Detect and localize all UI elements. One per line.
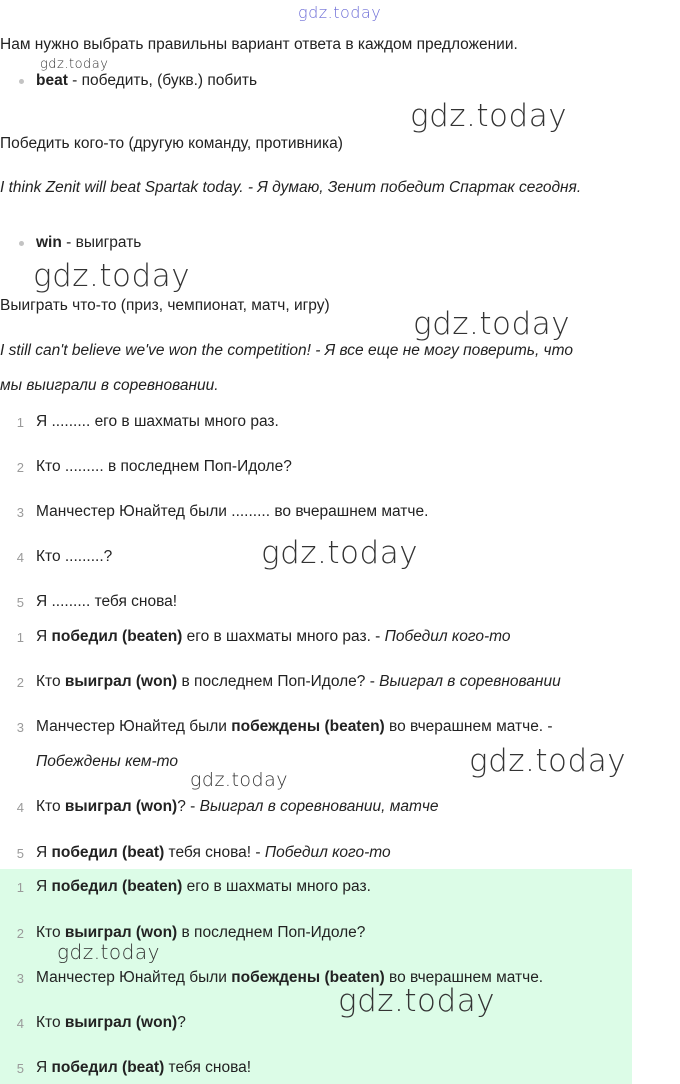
task-item: Я ......... тебя снова! <box>36 593 178 610</box>
watermark-top: gdz.today <box>298 3 382 22</box>
win-word: win <box>36 234 62 251</box>
list-number: 2 <box>16 926 24 941</box>
watermark: gdz.today <box>40 57 109 72</box>
watermark: gdz.today <box>33 258 191 294</box>
watermark: gdz.today <box>410 98 568 134</box>
bullet-dot <box>19 241 24 246</box>
explained-item: Манчестер Юнайтед были побеждены (beaten) во вчерашнем матче. - <box>36 718 553 735</box>
list-number: 5 <box>16 1061 24 1076</box>
task-item: Кто .........? <box>36 548 113 565</box>
explanation-note: Победил кого-то <box>384 628 511 645</box>
beat-definition <box>36 72 257 90</box>
answer-item: Кто выиграл (won)? <box>36 1014 186 1031</box>
win-meaning: - выиграть <box>61 234 142 251</box>
explanation-note: Победил кого-то <box>264 844 391 861</box>
watermark: gdz.today <box>413 306 571 342</box>
answer-item: Я победил (beaten) его в шахматы много раз. <box>36 878 371 895</box>
task-item: Я ......... его в шахматы много раз. <box>36 413 279 430</box>
list-number: 2 <box>16 460 24 475</box>
list-number: 4 <box>16 1016 24 1031</box>
explained-item: Я победил (beaten) его в шахматы много раз. - Победил кого-то <box>36 628 511 645</box>
explanation-note: Выиграл в соревновании <box>379 673 561 690</box>
beat-example: I think Zenit will beat Spartak today. - Я думаю, Зенит победит Спартак сегодня. <box>0 179 582 196</box>
intro-text: Нам нужно выбрать правильны вариант ответа в каждом предложении. <box>0 36 518 53</box>
task-item: Кто ......... в последнем Поп-Идоле? <box>36 458 292 475</box>
beat-word: beat <box>36 72 68 89</box>
list-number: 1 <box>16 630 24 645</box>
list-number: 5 <box>16 846 24 861</box>
bullet-dot <box>19 79 24 84</box>
watermark: gdz.today <box>469 743 627 779</box>
answer-item: Кто выиграл (won) в последнем Поп-Идоле? <box>36 924 366 941</box>
explanation-note: Побеждены кем-то <box>36 753 179 770</box>
list-number: 4 <box>16 550 24 565</box>
list-number: 1 <box>16 880 24 895</box>
explained-item: Кто выиграл (won)? - Выиграл в соревновании, матче <box>36 798 439 815</box>
list-number: 2 <box>16 675 24 690</box>
beat-usage: Победить кого-то (другую команду, противника) <box>0 135 343 152</box>
watermark: gdz.today <box>190 769 288 791</box>
win-definition <box>36 234 141 252</box>
list-number: 3 <box>16 720 24 735</box>
win-example-line2: мы выиграли в соревновании. <box>0 377 219 394</box>
list-number: 4 <box>16 800 24 815</box>
answer-item: Манчестер Юнайтед были побеждены (beaten) во вчерашнем матче. <box>36 969 544 986</box>
watermark: gdz.today <box>57 940 160 964</box>
win-example-line1: I still can't believe we've won the competition! - Я все еще не могу поверить, что <box>0 342 573 359</box>
watermark: gdz.today <box>261 535 419 571</box>
watermark: gdz.today <box>338 983 496 1019</box>
explained-item: Кто выиграл (won) в последнем Поп-Идоле? - Выиграл в соревновании <box>36 673 561 690</box>
beat-meaning: - победить, (букв.) побить <box>67 72 258 89</box>
task-item: Манчестер Юнайтед были ......... во вчерашнем матче. <box>36 503 429 520</box>
explanation-note: Выиграл в соревновании, матче <box>199 798 439 815</box>
list-number: 3 <box>16 505 24 520</box>
list-number: 1 <box>16 415 24 430</box>
win-usage: Выиграть что-то (приз, чемпионат, матч, игру) <box>0 297 330 314</box>
explained-item: Я победил (beat) тебя снова! - Победил кого-то <box>36 844 391 861</box>
answer-item: Я победил (beat) тебя снова! <box>36 1059 252 1076</box>
list-number: 5 <box>16 595 24 610</box>
list-number: 3 <box>16 971 24 986</box>
